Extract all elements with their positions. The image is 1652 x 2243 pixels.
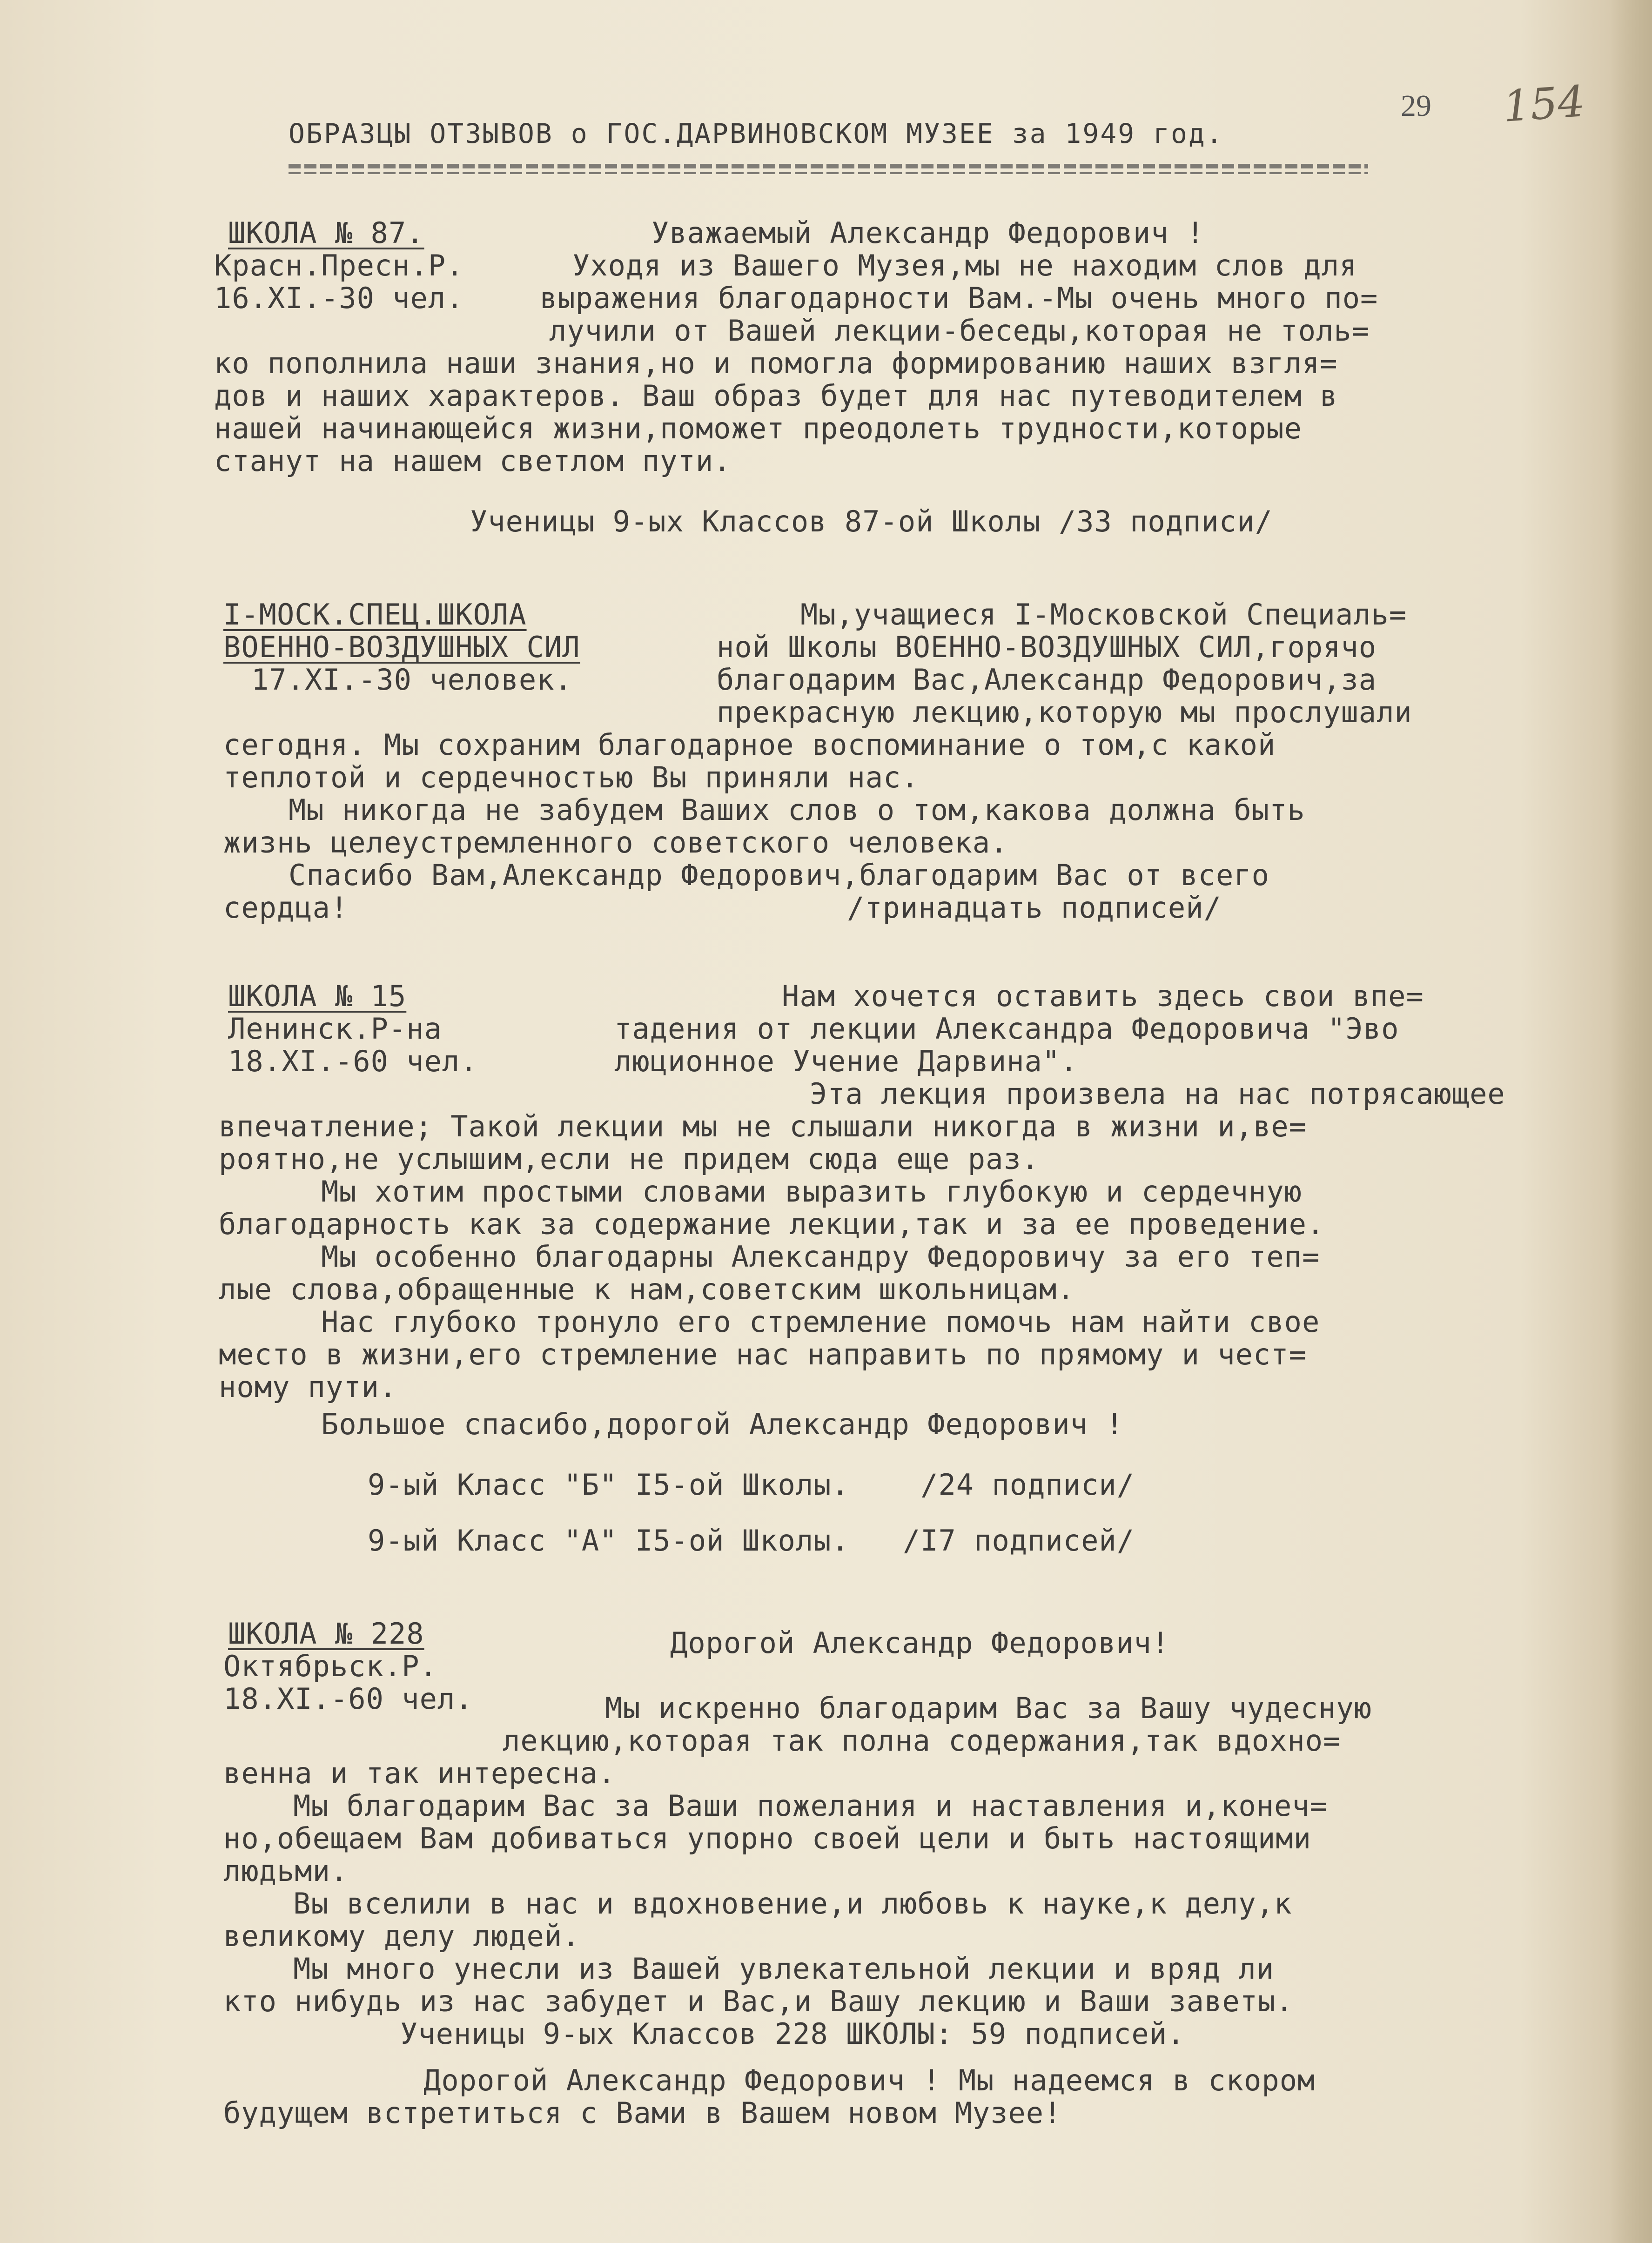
review2-line: ной Школы ВОЕННО-ВОЗДУШНЫХ СИЛ,горячо xyxy=(717,630,1377,664)
review4-line: Мы много унесли из Вашей увлекательной лекции и вряд ли xyxy=(293,1952,1274,1986)
review3-signature-a: 9-ый Класс "А" I5-ой Школы. /I7 подписей/ xyxy=(368,1524,1135,1558)
document-title: ОБРАЗЦЫ ОТЗЫВОВ о ГОС.ДАРВИНОВСКОМ МУЗЕЕ за 1949 год. xyxy=(289,118,1224,149)
review3-line: тадения от лекции Александра Федоровича "Эво xyxy=(614,1012,1399,1046)
review4-closing-line: будущем встретиться с Вами в Вашем новом Музее! xyxy=(223,2096,1062,2130)
review3-line: Мы особенно благодарны Александру Федоровичу за его теп= xyxy=(321,1240,1320,1274)
review1-line: лучили от Вашей лекции-беседы,которая не толь= xyxy=(549,314,1370,348)
review3-line: ному пути. xyxy=(219,1370,397,1404)
review4-signature: Ученицы 9-ых Классов 228 ШКОЛЫ: 59 подписей. xyxy=(400,2017,1185,2051)
review2-line: сердца! xyxy=(223,891,349,925)
review3-line: люционное Учение Дарвина". xyxy=(614,1044,1078,1078)
review2-signature: /тринадцать подписей/ xyxy=(847,891,1222,925)
review1-visit: 16.XI.-30 чел. xyxy=(214,281,464,315)
review1-line: Уважаемый Александр Федорович ! xyxy=(651,216,1205,250)
review2-line: Мы,учащиеся I-Московской Специаль= xyxy=(800,598,1407,631)
review2-line: прекрасную лекцию,которую мы прослушали xyxy=(717,695,1412,729)
review1-line: Уходя из Вашего Музея,мы не находим слов для xyxy=(572,248,1357,282)
review3-line: роятно,не услышим,если не придем сюда еще раз. xyxy=(219,1142,1040,1176)
review1-district: Красн.Пресн.Р. xyxy=(214,248,464,282)
page-number: 29 xyxy=(1401,89,1431,123)
review2-line: благодарим Вас,Александр Федорович,за xyxy=(717,663,1377,697)
review3-line: Нас глубоко тронуло его стремление помочь нам найти свое xyxy=(321,1305,1320,1339)
review1-signature: Ученицы 9-ых Классов 87-ой Школы /33 подписи/ xyxy=(470,504,1273,538)
title-double-rule xyxy=(289,164,1368,168)
review4-closing-line: Дорогой Александр Федорович ! Мы надеемся в скором xyxy=(423,2063,1316,2097)
review3-visit: 18.XI.-60 чел. xyxy=(228,1044,478,1078)
review3-school: ШКОЛА № 15 xyxy=(228,979,407,1013)
review2-line: Мы никогда не забудем Ваших слов о том,какова должна быть xyxy=(289,793,1305,827)
review4-line: венна и так интересна. xyxy=(223,1756,616,1790)
review4-line: лекцию,которая так полна содержания,так вдохно= xyxy=(503,1724,1341,1758)
review1-line: нашей начинающейся жизни,поможет преодолеть трудности,которые xyxy=(214,411,1302,445)
review3-line: лые слова,обращенные к нам,советским школьницам. xyxy=(219,1272,1075,1306)
review3-line: Эта лекция произвела на нас потрясающее xyxy=(810,1077,1505,1111)
page-edge-shadow xyxy=(1610,0,1652,2243)
review1-line: дов и наших характеров. Ваш образ будет для нас путеводителем в xyxy=(214,379,1338,413)
archive-folio-number: 154 xyxy=(1501,76,1587,132)
review4-line: великому делу людей. xyxy=(223,1919,580,1953)
review4-district: Октябрьск.Р. xyxy=(223,1649,437,1683)
review2-visit: 17.XI.-30 человек. xyxy=(251,663,572,697)
review4-line: Вы вселили в нас и вдохновение,и любовь к науке,к делу,к xyxy=(293,1887,1292,1921)
review3-line: благодарность как за содержание лекции,так и за ее проведение. xyxy=(219,1207,1325,1241)
review4-line: но,обещаем Вам добиваться упорно своей цели и быть настоящими xyxy=(223,1821,1311,1855)
review2-line: сегодня. Мы сохраним благодарное воспоминание о том,с какой xyxy=(223,728,1276,762)
review4-line: кто нибудь из нас забудет и Вас,и Вашу лекцию и Ваши заветы. xyxy=(223,1984,1294,2018)
review2-school-line2: ВОЕННО-ВОЗДУШНЫХ СИЛ xyxy=(223,630,580,664)
review3-line: Нам хочется оставить здесь свои впе= xyxy=(782,979,1424,1013)
review1-line: выражения благодарности Вам.-Мы очень много по= xyxy=(540,281,1378,315)
review3-signature-b: 9-ый Класс "Б" I5-ой Школы. /24 подписи/ xyxy=(368,1468,1135,1502)
review4-school: ШКОЛА № 228 xyxy=(228,1617,424,1651)
title-double-rule-lower xyxy=(289,172,1368,174)
review3-line: место в жизни,его стремление нас направить по прямому и чест= xyxy=(219,1337,1307,1371)
review4-visit: 18.XI.-60 чел. xyxy=(223,1682,473,1716)
review3-line: Большое спасибо,дорогой Александр Федорович ! xyxy=(321,1407,1124,1441)
review1-line: станут на нашем светлом пути. xyxy=(214,444,732,478)
review2-line: жизнь целеустремленного советского человека. xyxy=(223,826,1008,860)
review4-greeting: Дорогой Александр Федорович! xyxy=(670,1626,1170,1660)
review2-line: Спасибо Вам,Александр Федорович,благодарим Вас от всего xyxy=(289,858,1269,892)
review4-line: Мы искренно благодарим Вас за Вашу чудесную xyxy=(605,1691,1372,1725)
review4-line: Мы благодарим Вас за Ваши пожелания и наставления и,конеч= xyxy=(293,1789,1328,1823)
review3-line: впечатление; Такой лекции мы не слышали никогда в жизни и,ве= xyxy=(219,1109,1307,1143)
review3-line: Мы хотим простыми словами выразить глубокую и сердечную xyxy=(321,1175,1302,1209)
review4-line: людьми. xyxy=(223,1854,349,1888)
review2-line: теплотой и сердечностью Вы приняли нас. xyxy=(223,760,919,794)
review2-school-line1: I-МОСК.СПЕЦ.ШКОЛА xyxy=(223,598,527,631)
review1-school: ШКОЛА № 87. xyxy=(228,216,424,250)
review1-line: ко пополнила наши знания,но и помогла формированию наших взгля= xyxy=(214,346,1338,380)
review3-district: Ленинск.Р-на xyxy=(228,1012,442,1046)
